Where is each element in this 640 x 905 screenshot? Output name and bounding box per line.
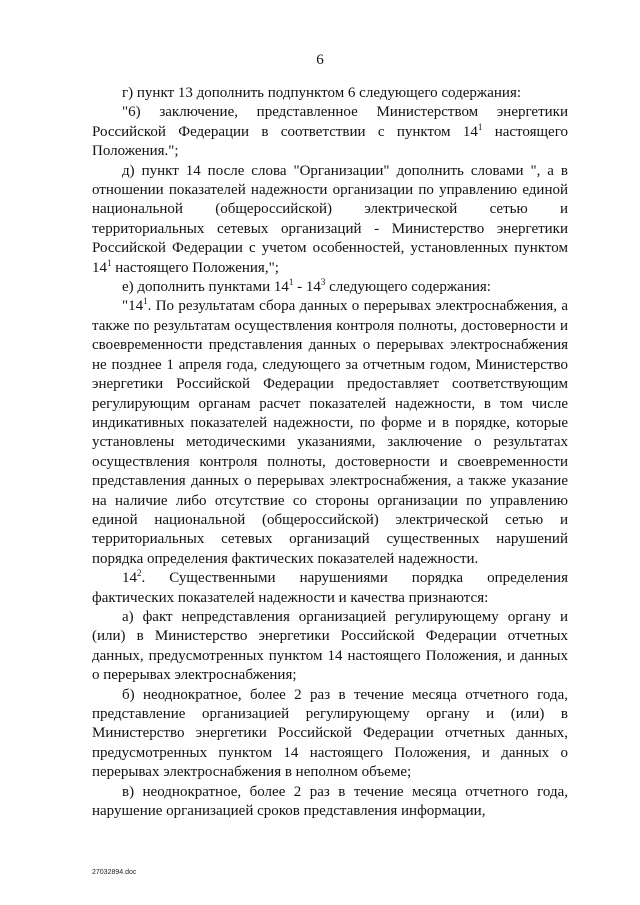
item-e: е) дополнить пунктами $14^1 - 14^3$ следующего содержания: bbox=[122, 277, 491, 296]
subitem-6: "6) заключение, представленное Министерством энергетики Российской Федерации в соответствии с пунктом $14^1$ настоящего Положения."; bbox=[92, 104, 568, 160]
subclause-v: в) неоднократное, более 2 раз в течение месяца отчетного года, нарушение организацией сроков представления информации, bbox=[92, 783, 568, 820]
clause-14-2: $14^2$. Существенными нарушениями порядка определения фактических показателей надежности и качества признаются: bbox=[92, 568, 568, 606]
clause-14-1: "$14^1$. По результатам сбора данных о перерывах электроснабжения, а также по результатам осуществления контроля полноты, достоверности и своевременности представления данных о перерывах электроснабжения не позднее 1 апреля года, следующего за отчетным годом, Министерство энергетики Российской Федерации предоставляет соответствующим регулирующим органам расчет показателей надежности, в том числе индикативных показателей надежности, по форме и в порядке, которые установлены методическими указаниями, заключение о результатах осуществления контроля полноты, достоверности и своевременности представления данных о перерывах электроснабжения, а также указание на наличие либо отсутствие со стороны организации по управлению единой национальной (общероссийской) электрической сетью и территориальных сетевых организаций существенных нарушений порядка определения фактических показателей надежности. bbox=[92, 296, 568, 567]
subclause-a: а) факт непредставления организацией регулирующему органу и (или) в Министерство энергетики Российской Федерации отчетных данных, предусмотренных пунктом 14 настоящего Положения, и данных о перерывах электроснабжения; bbox=[92, 608, 568, 684]
item-g: г) пункт 13 дополнить подпунктом 6 следующего содержания: bbox=[122, 85, 522, 101]
item-d: д) пункт 14 после слова "Организации" дополнить словами ", а в отношении показателей надежности организации по управлению единой национальной (общероссийской) электрической сетью и территориальных сетевых организаций - Министерство энергетики Российской Федерации с учетом особенностей, установленных пунктом $14^1$ настоящего Положения,"; bbox=[92, 162, 568, 276]
document-body bbox=[92, 84, 568, 821]
subclause-b: б) неоднократное, более 2 раз в течение месяца отчетного года, представление организацией регулирующему органу и (или) в Министерство энергетики Российской Федерации отчетных данных, предусмотренных пунктом 14 настоящего Положения, и данных о перерывах электроснабжения в неполном объеме; bbox=[92, 686, 568, 781]
document-filename: 27032894.doc bbox=[92, 869, 137, 876]
page-number: 6 bbox=[316, 52, 324, 68]
